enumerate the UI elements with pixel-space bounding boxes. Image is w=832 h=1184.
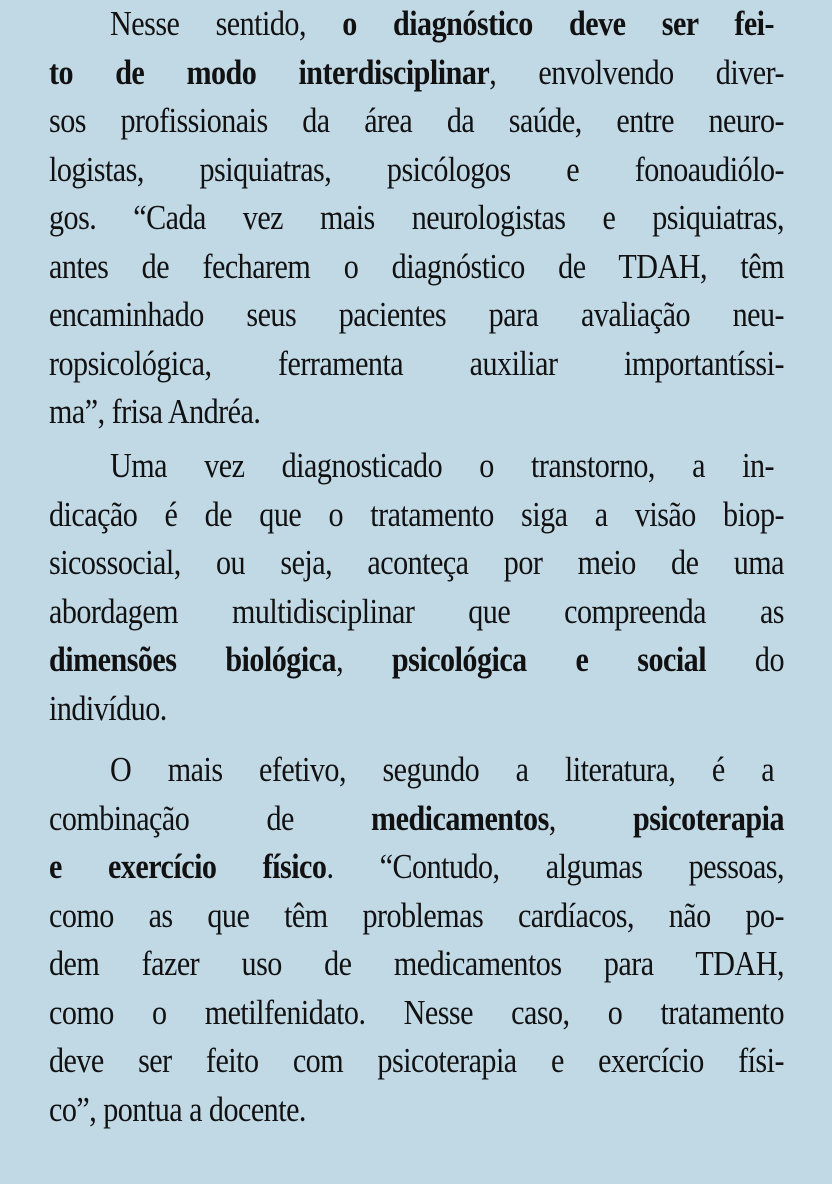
text-line [49, 539, 784, 588]
text-run: sicossocial, ou seja, aconteça por meio de uma [49, 543, 784, 582]
text-run: abordagem multidisciplinar que compreenda as [49, 591, 784, 631]
text-line [49, 685, 784, 734]
text-run: ropsicológica, ferramenta auxiliar importantíssi- [49, 343, 784, 383]
text-run: sos profissionais da área da saúde, entre neuro- [49, 101, 784, 140]
text-line [49, 940, 784, 989]
bold-emphasis: dimensões biológica [49, 640, 337, 679]
text-line [49, 588, 784, 637]
bold-emphasis: e exercício físico [49, 847, 327, 886]
bold-emphasis: psicoterapia [633, 798, 784, 838]
text-line [49, 491, 784, 540]
text-run: logistas, psiquiatras, psicólogos e fonoaudiólo- [49, 149, 784, 189]
text-run: deve ser feito com psicoterapia e exercício físi- [49, 1041, 784, 1080]
text-run: dicação é de que o tratamento siga a visão biop- [49, 494, 784, 534]
text-run: . “Contudo, algumas pessoas, [326, 847, 785, 886]
text-run: , [336, 640, 392, 679]
text-line [49, 0, 774, 49]
text-run: O mais efetivo, segundo a literatura, é a [110, 750, 775, 789]
bold-emphasis: medicamentos [371, 798, 549, 838]
text-run: Nesse sentido, [110, 4, 343, 43]
text-line [49, 194, 784, 243]
text-run: como as que têm problemas cardíacos, não po- [49, 895, 784, 935]
text-run: dem fazer uso de medicamentos para TDAH, [49, 944, 784, 983]
text-line [49, 989, 784, 1038]
text-line [49, 146, 784, 195]
text-run: , envolvendo diver- [489, 52, 784, 92]
text-line [49, 1086, 784, 1135]
text-run: encaminhado seus pacientes para avaliação neu- [49, 295, 784, 334]
text-run: co”, pontua a docente. [49, 1089, 306, 1129]
text-run: , [548, 798, 634, 838]
bold-emphasis: to de modo interdisciplinar [49, 52, 490, 92]
text-line [49, 388, 784, 437]
text-line [49, 442, 774, 491]
text-run: ma”, frisa Andréa. [49, 392, 261, 431]
text-run: combinação de [49, 798, 372, 838]
text-run: como o metilfenidato. Nesse caso, o tratamento [49, 992, 784, 1032]
paragraph-treatment [49, 442, 832, 733]
text-line [49, 340, 784, 389]
text-line [49, 892, 784, 941]
text-line [49, 97, 784, 146]
text-run: gos. “Cada vez mais neurologistas e psiquiatras, [49, 198, 784, 237]
text-line [49, 1037, 784, 1086]
text-line [49, 243, 784, 292]
bold-emphasis: psicológica e social [391, 640, 707, 679]
text-run: Uma vez diagnosticado o transtorno, a in- [110, 446, 775, 485]
text-line [49, 843, 784, 892]
text-line [49, 746, 774, 795]
paragraph-diagnosis [49, 0, 832, 437]
text-run: antes de fecharem o diagnóstico de TDAH, têm [49, 246, 784, 286]
paragraph-effective-combination [49, 746, 832, 1134]
text-run: indivíduo. [49, 688, 167, 728]
bold-emphasis: o diagnóstico deve ser fei- [342, 4, 775, 43]
text-run: do [706, 640, 784, 679]
text-line [49, 49, 784, 98]
text-line [49, 795, 784, 844]
text-line [49, 291, 784, 340]
text-line [49, 636, 784, 685]
